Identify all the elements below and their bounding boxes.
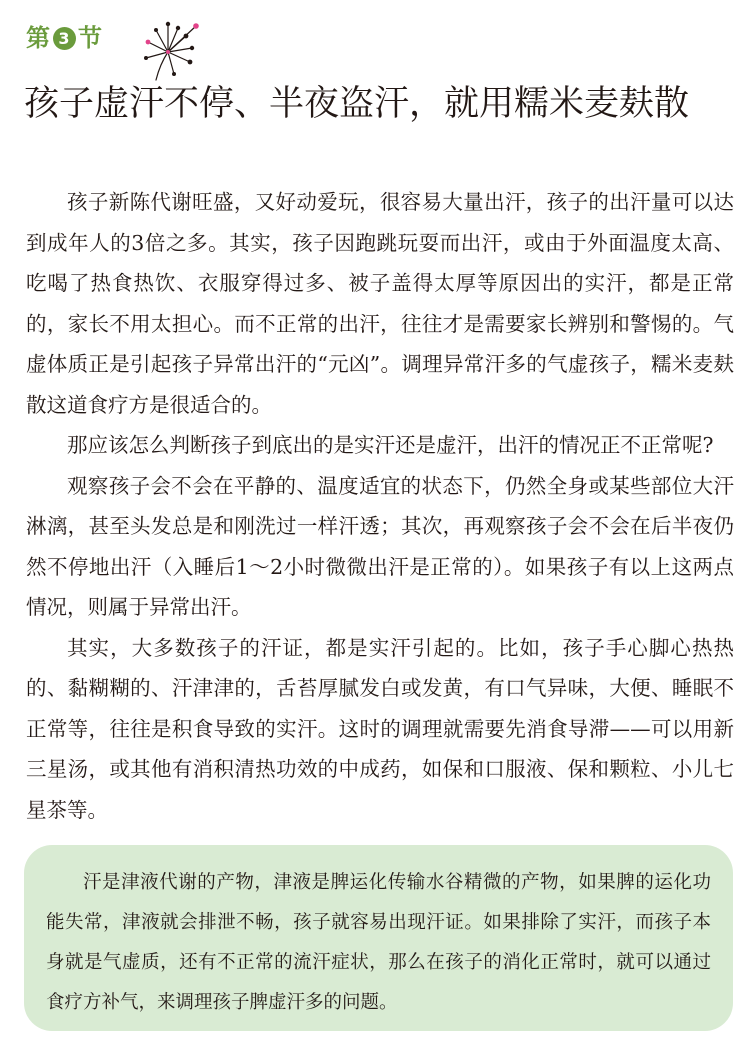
section-suffix: 节 (78, 23, 103, 52)
article-body (26, 182, 734, 830)
paragraph: 孩子新陈代谢旺盛，又好动爱玩，很容易大量出汗，孩子的出汗量可以达到成年人的3倍之多。其实，孩子因跑跳玩耍而出汗，或由于外面温度太高、吃喝了热食热饮、衣服穿得过多、被子盖得太厚等原因出的实汗，都是正常的，家长不用太担心。而不正常的出汗，往往才是需要家长辨别和警惕的。气虚体质正是引起孩子异常出汗的“元凶”。调理异常汗多的气虚孩子，糯米麦麸散这道食疗方是很适合的。 (26, 190, 734, 417)
section-header (26, 18, 103, 78)
page-title: 孩子虚汗不停、半夜盗汗，就用糯米麦麸散 (24, 84, 690, 124)
note-box (24, 845, 733, 1031)
paragraph: 观察孩子会不会在平静的、温度适宜的状态下，仍然全身或某些部位大汗淋漓，甚至头发总是和刚洗过一样汗透；其次，再观察孩子会不会在后半夜仍然不停地出汗（入睡后1～2小时微微出汗是正常的）。如果孩子有以上这两点情况，则属于异常出汗。 (26, 473, 734, 619)
section-number-badge: 3 (53, 27, 76, 50)
dandelion-icon (134, 14, 214, 84)
section-label (26, 18, 103, 58)
section-prefix: 第 (26, 23, 51, 52)
paragraph: 其实，大多数孩子的汗证，都是实汗引起的。比如，孩子手心脚心热热的、黏糊糊的、汗津津的，舌苔厚腻发白或发黄，有口气异味，大便、睡眠不正常等，往往是积食导致的实汗。这时的调理就需要先消食导滞——可以用新三星汤，或其他有消积清热功效的中成药，如保和口服液、保和颗粒、小儿七星茶等。 (26, 635, 734, 822)
paragraph: 那应该怎么判断孩子到底出的是实汗还是虚汗，出汗的情况正不正常呢? (67, 433, 714, 457)
note-text: 汗是津液代谢的产物，津液是脾运化传输水谷精微的产物，如果脾的运化功能失常，津液就会排泄不畅，孩子就容易出现汗证。如果排除了实汗，而孩子本身就是气虚质，还有不正常的流汗症状，那么在孩子的消化正常时，就可以通过食疗方补气，来调理孩子脾虚汗多的问题。 (46, 872, 711, 1013)
